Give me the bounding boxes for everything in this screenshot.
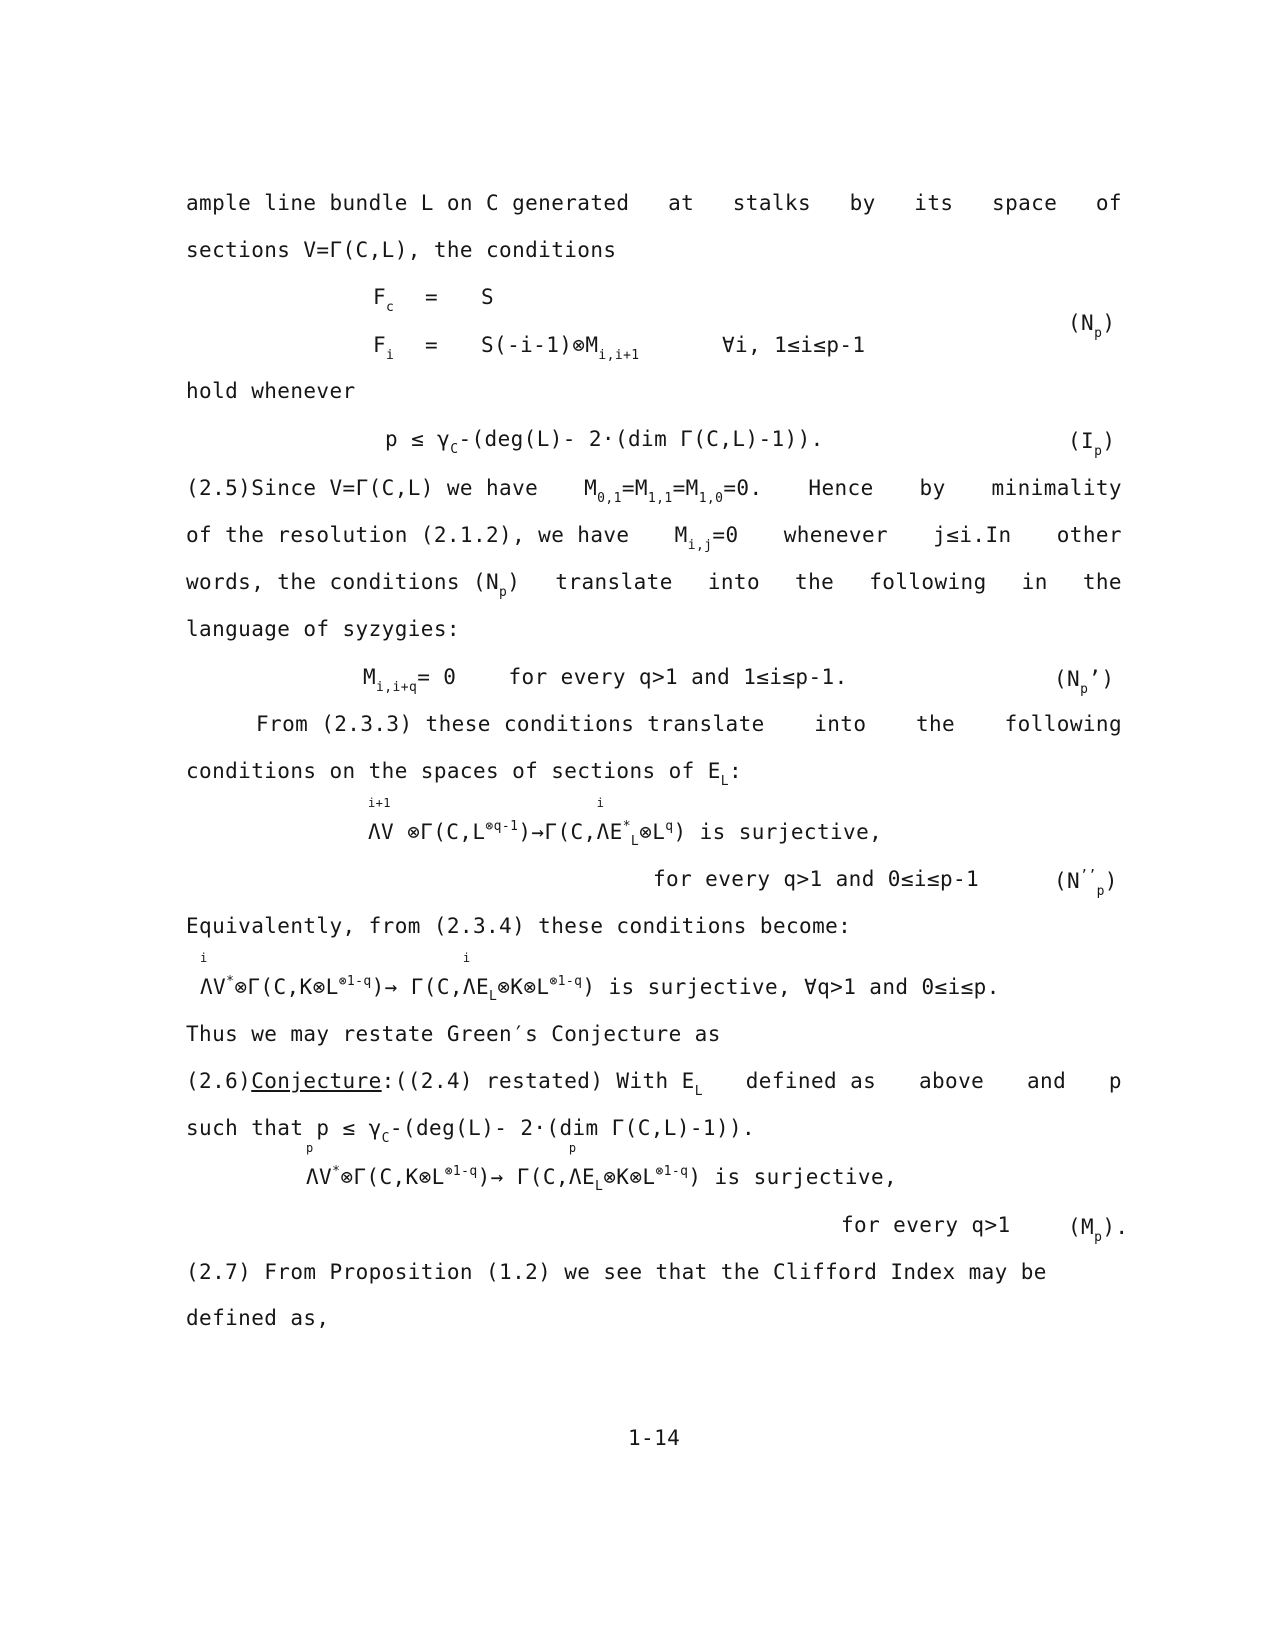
- text-fragment: the: [1082, 570, 1122, 594]
- equation-tag: $(N_p)$: [1068, 311, 1116, 341]
- equation-np-row2: $F_i$: [373, 333, 395, 363]
- text-fragment: in: [1021, 570, 1048, 594]
- text-line: defined as,: [186, 1306, 330, 1330]
- inline-math: $M_{0,1}=M_{1,1}=M_{1,0}=0$.: [584, 476, 763, 506]
- text-fragment: From (2.3.3) these conditions translate: [256, 712, 765, 736]
- text-fragment: the: [795, 570, 835, 594]
- text-line: (2.7) From Proposition (1.2) we see that the Clifford Index may be: [186, 1260, 1047, 1284]
- section-label: (2.5): [186, 476, 252, 500]
- text-line: [186, 522, 1122, 553]
- text-line: sections V=Γ(C,L), the conditions: [186, 238, 617, 262]
- text-fragment: the: [915, 712, 956, 736]
- text-line: hold whenever: [186, 379, 356, 403]
- text-line: Thus we may restate Green′s Conjecture as: [186, 1022, 721, 1046]
- conjecture-title: Conjecture: [251, 1069, 382, 1093]
- text-fragment: at: [668, 191, 695, 215]
- text-line: [256, 711, 1122, 737]
- text-fragment: above: [918, 1069, 985, 1093]
- text-fragment: space: [992, 191, 1058, 215]
- text-line: language of syzygies:: [186, 617, 460, 641]
- equation-rhs: S: [481, 285, 495, 309]
- text-fragment: ample line bundle L on C generated: [186, 191, 630, 215]
- text-line: [186, 475, 1122, 506]
- text-line: conditions on the spaces of sections of $E_L$:: [186, 759, 743, 789]
- text-fragment: j≤i.In: [933, 523, 1012, 547]
- text-fragment: into: [814, 712, 867, 736]
- text-line: Equivalently, from (2.3.4) these conditions become:: [186, 914, 852, 938]
- equation-tag: $(N^{’’}_p)$: [1054, 868, 1118, 899]
- section-label-text: (2.5)Since V=Γ(C,L) we have: [186, 476, 539, 500]
- text-fragment: stalks: [732, 191, 812, 215]
- text-line: [186, 1068, 1122, 1099]
- text-fragment: translate: [555, 570, 673, 594]
- text-fragment: its: [914, 191, 954, 215]
- equation-equivalent: i $\Lambda V^*\otimes\Gamma(C,K\otimes L^{\otimes 1-q})\to \Gamma(C$, i $\Lambda E_L\otimes K\otimes L^{\otimes 1-q}$) is surjective, ∀q>1 and 0≤i≤p.: [200, 951, 1000, 1004]
- equation-mp: p $\Lambda V^*\otimes\Gamma(C,K\otimes L^{\otimes 1-q})\to \Gamma(C$, p $\Lambda E_L\otimes K\otimes L^{\otimes 1-q}$) is surjective,: [306, 1141, 898, 1194]
- text-fragment: defined as: [745, 1069, 877, 1093]
- section-label: (2.6): [186, 1069, 252, 1093]
- equation-ip: $p \le \gamma_C-(deg(L)-$ 2·(dim Γ(C,L)-1)).: [385, 427, 824, 457]
- text-fragment: and: [1026, 1069, 1067, 1093]
- text-fragment: minimality: [991, 476, 1122, 500]
- text-fragment: of the resolution (2.1.2), we have: [186, 523, 630, 547]
- equation-tag: $(N_p’)$: [1054, 667, 1115, 697]
- inline-math: $M_{i,j}=0$: [674, 523, 739, 553]
- text-fragment: by: [849, 191, 876, 215]
- text-line: [186, 190, 1122, 216]
- text-line: such that $p \le \gamma_C-(deg(L)-$ 2·(dim Γ(C,L)-1)).: [186, 1116, 756, 1146]
- quantifier: ∀i, 1≤i≤p-1: [722, 333, 866, 357]
- section-label: (2.7): [186, 1260, 252, 1284]
- equation-np-double-prime: i+1 ΛV $\otimes\Gamma(C,L^{\otimes q-1})\to\Gamma(C$, i $\Lambda E^*_L\otimes L^q$) is surjective,: [368, 796, 883, 849]
- equation-np-prime: $M_{i,i+q}= 0$ for every q>1 and 1≤i≤p-1.: [363, 665, 848, 695]
- equals-sign: =: [425, 333, 439, 357]
- text-fragment: p: [1108, 1069, 1122, 1093]
- page-number: 1-14: [628, 1426, 681, 1450]
- text-fragment: by: [919, 476, 946, 500]
- equation-tag: $(M_p)$.: [1068, 1215, 1129, 1245]
- text-fragment: whenever: [783, 523, 889, 547]
- text-fragment: following: [869, 570, 987, 594]
- text-fragment: other: [1056, 523, 1122, 547]
- text-fragment: following: [1004, 712, 1122, 736]
- text-fragment: words, the conditions $(N_p)$: [186, 570, 521, 600]
- text-fragment: Hence: [808, 476, 874, 500]
- equation-rhs: $S(-i-1)\otimes M_{i,i+1}$: [481, 333, 640, 363]
- text-fragment: of: [1095, 191, 1122, 215]
- equation-tag: $(I_p)$: [1068, 429, 1116, 459]
- text-line: for every q>1: [841, 1213, 1011, 1237]
- text-line: [186, 569, 1122, 600]
- text-fragment: into: [707, 570, 760, 594]
- equals-sign: =: [425, 285, 439, 309]
- equation-np-row1: $F_c$: [373, 285, 395, 315]
- text-fragment: (2.6)Conjecture:((2.4) restated) With $E_L$: [186, 1069, 703, 1099]
- text-line: for every q>1 and 0≤i≤p-1: [653, 867, 980, 891]
